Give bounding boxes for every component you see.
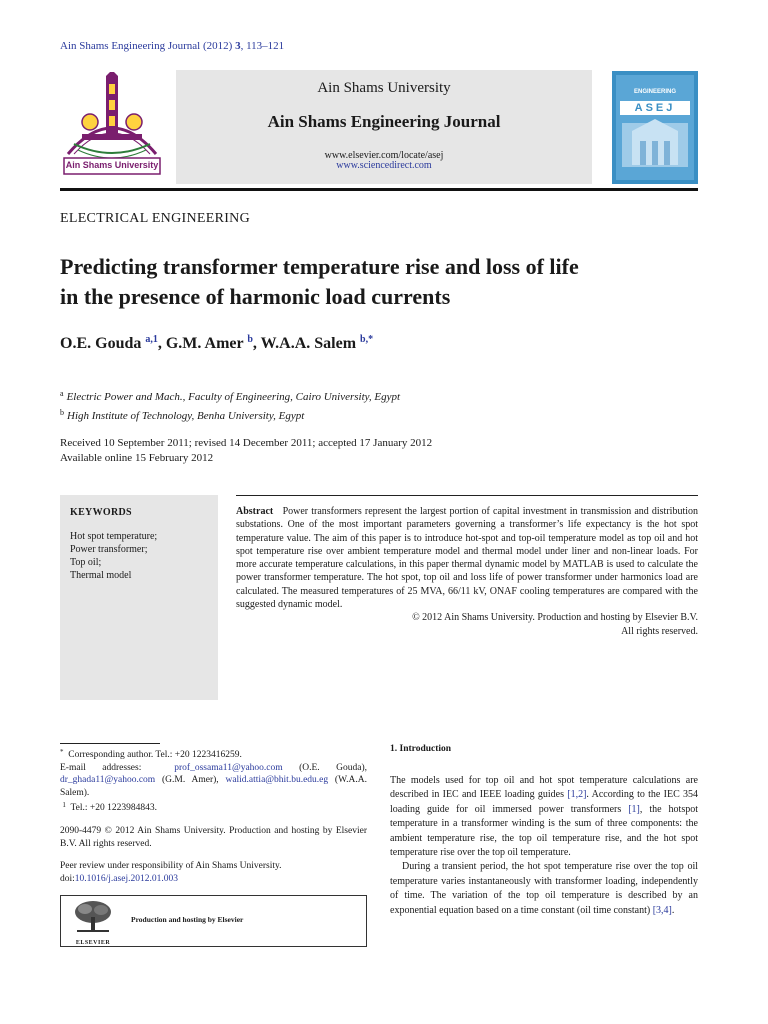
affiliation-mark: a [60, 389, 64, 398]
telephone-text: Tel.: +20 1223984843. [70, 803, 157, 814]
affiliations [60, 386, 400, 424]
footnote-mark: * [60, 748, 64, 756]
footnote-rule [60, 743, 160, 744]
affiliation-text: Electric Power and Mach., Faculty of Engineering, Cairo University, Egypt [66, 391, 401, 403]
section-label: ELECTRICAL ENGINEERING [60, 211, 250, 226]
email-link[interactable]: dr_ghada11@yahoo.com [60, 775, 156, 786]
corresponding-author-note [60, 746, 367, 762]
author-name: O.E. Gouda [60, 335, 142, 352]
author-name: W.A.A. Salem [260, 335, 357, 352]
footnote-mark: 1 [62, 801, 66, 810]
cover-label: ENGINEERING [633, 89, 676, 95]
cover-acronym: ASEJ [634, 102, 676, 114]
email-label: E-mail addresses: [60, 762, 142, 773]
issn-copyright: 2090-4479 © 2012 Ain Shams University. Production and hosting by Elsevier B.V. All rights reserved. [60, 825, 367, 849]
elsevier-tree-icon [69, 899, 117, 946]
email-owner: (O.E. Gouda), [299, 762, 368, 773]
header-rule [60, 188, 698, 191]
university-name: Ain Shams University [317, 80, 451, 96]
intro-text-segment: . According to the IEC 354 loading guide for oil immersed power transformers [390, 789, 698, 815]
author-affiliation-mark[interactable]: a,1 [145, 334, 158, 345]
intro-paragraph [390, 774, 698, 860]
telephone-note [60, 799, 367, 815]
journal-ref-volume: 3 [235, 40, 241, 52]
affiliation-mark: b [60, 408, 64, 417]
intro-text-segment: . [671, 904, 675, 916]
doi-line [60, 873, 367, 886]
abstract-paragraph [236, 505, 698, 611]
intro-text-segment: During a transient period, the hot spot temperature rise over the top oil temperature varies instantaneously with transformer loading, independently of time. The variation of the top oil temperature is described by an exponential equation based on a time constant (oil time constant) [390, 861, 698, 916]
author-list [60, 334, 373, 353]
corresponding-author-text: Corresponding author. Tel.: +20 1223416259. [68, 750, 242, 760]
peer-review-note: Peer review under responsibility of Ain Shams University. [60, 861, 282, 872]
abstract-body: Power transformers represent the largest portion of capital investment in transmission and distribution substations. One of the most important parameters governing a transformer’s life expectancy is the hot spot temperature value. The aim of this paper is to introduce hot-spot and top-oil temperature model as top oil and hot spot temperature rise over ambient temperature model and thermal model under liner and non-linear loads. For more accurate temperature calculations, in this paper thermal dynamic model by MATLAB is used to calculate the power transformer temperature. The hot spot, top oil and loss life of power transformer under harmonics load are calculated. The measured temperatures of 25 MVA, 66/11 kV, ONAF cooling temperatures are compared with the suggested dynamic model. [236, 506, 698, 611]
author-name: G.M. Amer [165, 335, 244, 352]
journal-cover [612, 71, 698, 184]
author-separator: , [157, 335, 166, 352]
journal-reference [60, 40, 284, 52]
email-note [60, 762, 367, 800]
keyword-item: Thermal model [70, 570, 132, 581]
citation-link[interactable]: [1,2] [567, 789, 587, 801]
footnotes [60, 746, 367, 885]
abstract-rights: All rights reserved. [621, 625, 698, 637]
keyword-item: Top oil; [70, 557, 102, 568]
keyword-item: Power transformer; [70, 544, 148, 555]
affiliation-item [60, 405, 400, 424]
intro-text-segment: , the hotspot temperature in a transformer winding is the sum of three components: the ambient temperature rise, the top oil temperature rise, and the hot spot temperature rise over the top oil temperature. [390, 803, 699, 859]
intro-paragraph [390, 860, 698, 918]
email-owner: (W.A.A. Salem). [60, 775, 368, 798]
keywords-box [60, 495, 218, 700]
doi-label: doi: [60, 873, 75, 884]
abstract-box [236, 495, 698, 638]
author-affiliation-mark[interactable]: b,* [360, 334, 374, 345]
introduction-heading: 1. Introduction [390, 744, 452, 754]
abstract-label: Abstract [236, 506, 274, 517]
paper-title [60, 252, 700, 312]
elsevier-wordmark: ELSEVIER [75, 940, 111, 946]
logo-caption: Ain Shams University [65, 160, 159, 170]
intro-text-segment: The models used for top oil and hot spot temperature calculations are described in IEC and IEEE loading guides [390, 775, 698, 801]
title-line-1: Predicting transformer temperature rise and loss of life [60, 254, 579, 279]
email-link[interactable]: prof_ossama11@yahoo.com [174, 762, 283, 773]
elsevier-hosting-box [60, 895, 367, 947]
article-history [60, 436, 432, 466]
introduction-body [390, 774, 698, 918]
keywords-heading: KEYWORDS [70, 507, 132, 518]
doi-link[interactable]: 10.1016/j.asej.2012.01.003 [74, 873, 178, 884]
citation-link[interactable]: [1] [628, 803, 640, 815]
keyword-item: Hot spot temperature; [70, 531, 158, 542]
title-line-2: in the presence of harmonic load currents [60, 284, 451, 309]
sciencedirect-url[interactable]: www.sciencedirect.com [336, 160, 432, 171]
elsevier-caption: Production and hosting by Elsevier [131, 915, 244, 924]
journal-url[interactable]: www.elsevier.com/locate/asej [324, 150, 444, 161]
affiliation-text: High Institute of Technology, Benha University, Egypt [67, 410, 305, 422]
author-separator: , [252, 335, 261, 352]
online-date: Available online 15 February 2012 [60, 452, 214, 464]
journal-ref-prefix: Ain Shams Engineering Journal (2012) [60, 40, 233, 52]
affiliation-item [60, 386, 400, 405]
email-link[interactable]: walid.attia@bhit.bu.edu.eg [225, 775, 329, 786]
journal-ref-pages: , 113–121 [240, 40, 285, 52]
university-logo [60, 72, 164, 180]
journal-name: Ain Shams Engineering Journal [267, 112, 501, 131]
author-affiliation-mark[interactable]: b [247, 334, 253, 345]
citation-link[interactable]: [3,4] [652, 904, 672, 916]
abstract-copyright: © 2012 Ain Shams University. Production and hosting by Elsevier B.V. [412, 612, 698, 624]
received-dates: Received 10 September 2011; revised 14 December 2011; accepted 17 January 2012 [60, 437, 433, 449]
email-owner: (G.M. Amer), [162, 775, 219, 786]
